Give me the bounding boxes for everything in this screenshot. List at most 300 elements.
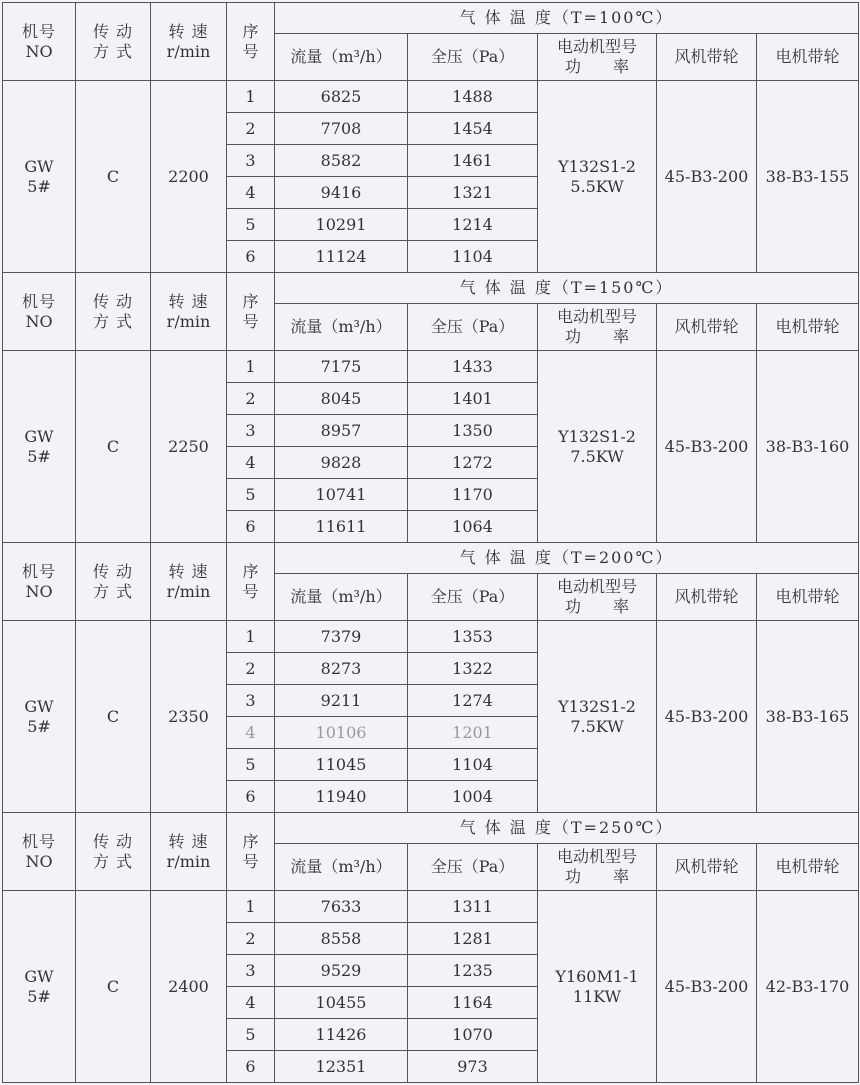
flow-cell: [275, 351, 408, 383]
seq-cell: [227, 781, 275, 813]
header-machine-no: [3, 3, 76, 81]
header-drive: [76, 543, 151, 621]
header-label: 风机带轮: [674, 317, 739, 336]
header-label: 功 率: [564, 867, 629, 886]
pressure-value: 1070: [452, 1024, 493, 1044]
flow-cell: [275, 511, 408, 543]
seq-cell: [227, 653, 275, 685]
motor-cell: [538, 81, 657, 273]
seq-value: 1: [245, 356, 256, 376]
header-motor: [538, 574, 657, 621]
pressure-value: 1201: [452, 722, 493, 742]
flow-cell: [275, 1019, 408, 1051]
seq-value: 3: [245, 960, 256, 980]
header-label: r/min: [166, 851, 211, 871]
header-speed: [151, 543, 227, 621]
header-label: 电机带轮: [775, 317, 840, 336]
flow-cell: [275, 987, 408, 1019]
header-label: 转 速: [168, 831, 209, 851]
motor-cell: [538, 621, 657, 813]
header-pressure: [408, 574, 538, 621]
motor-pulley-cell: [757, 621, 859, 813]
header-label: 风机带轮: [674, 47, 739, 66]
pressure-value: 973: [457, 1056, 488, 1076]
pressure-cell: [408, 241, 538, 273]
header-fan-pulley: [657, 574, 757, 621]
seq-cell: [227, 717, 275, 749]
temperature-header: [275, 813, 859, 844]
machine-no-cell: [3, 621, 76, 813]
flow-cell: [275, 891, 408, 923]
drive-type: C: [106, 166, 120, 186]
seq-cell: [227, 685, 275, 717]
header-pressure: [408, 34, 538, 81]
header-flow: [275, 34, 408, 81]
header-fan-pulley: [657, 34, 757, 81]
machine-no: GW: [24, 696, 54, 716]
header-row: [3, 543, 859, 574]
drive-type: C: [106, 706, 120, 726]
flow-cell: [275, 955, 408, 987]
pressure-value: 1321: [452, 182, 493, 202]
machine-no-cell: [3, 81, 76, 273]
flow-value: 11611: [315, 516, 367, 536]
flow-value: 9211: [320, 690, 362, 710]
flow-value: 9529: [320, 960, 362, 980]
pressure-value: 1433: [452, 356, 493, 376]
header-row: [3, 3, 859, 34]
fan-pulley-value: 45-B3-200: [664, 436, 749, 456]
seq-value: 3: [245, 690, 256, 710]
header-label: NO: [25, 41, 53, 61]
pressure-cell: [408, 209, 538, 241]
seq-value: 3: [245, 420, 256, 440]
pressure-cell: [408, 145, 538, 177]
header-label: 序: [242, 831, 259, 851]
flow-cell: [275, 479, 408, 511]
flow-value: 9828: [320, 452, 362, 472]
flow-cell: [275, 415, 408, 447]
header-machine-no: [3, 813, 76, 891]
motor-model: Y132S1-2: [558, 156, 636, 176]
motor-pulley-cell: [757, 81, 859, 273]
header-seq: [227, 813, 275, 891]
pressure-cell: [408, 749, 538, 781]
pressure-cell: [408, 447, 538, 479]
pressure-value: 1311: [452, 896, 493, 916]
header-label: 传 动: [92, 831, 134, 851]
flow-value: 6825: [320, 86, 362, 106]
flow-value: 8957: [320, 420, 362, 440]
seq-cell: [227, 479, 275, 511]
motor-power: 7.5KW: [570, 716, 624, 736]
seq-cell: [227, 923, 275, 955]
pressure-cell: [408, 1019, 538, 1051]
pressure-value: 1272: [452, 452, 493, 472]
pressure-cell: [408, 923, 538, 955]
drive-cell: [76, 81, 151, 273]
header-drive: [76, 813, 151, 891]
drive-cell: [76, 351, 151, 543]
flow-value: 7708: [320, 118, 362, 138]
header-flow: [275, 574, 408, 621]
seq-value: 4: [245, 992, 256, 1012]
header-label: 流量（m³/h）: [290, 857, 392, 876]
header-label: 方 式: [92, 41, 134, 61]
seq-cell: [227, 955, 275, 987]
pressure-value: 1104: [452, 754, 493, 774]
drive-type: C: [106, 436, 120, 456]
pressure-cell: [408, 351, 538, 383]
seq-cell: [227, 511, 275, 543]
pressure-cell: [408, 113, 538, 145]
seq-cell: [227, 81, 275, 113]
motor-pulley-value: 38-B3-160: [765, 436, 850, 456]
temperature-label: 气 体 温 度（T=200℃）: [459, 548, 674, 567]
pressure-cell: [408, 177, 538, 209]
temperature-label: 气 体 温 度（T=250℃）: [459, 818, 674, 837]
temperature-header: [275, 3, 859, 34]
speed-cell: [151, 351, 227, 543]
flow-cell: [275, 241, 408, 273]
header-label: 机号: [21, 561, 56, 581]
pressure-cell: [408, 621, 538, 653]
flow-value: 10291: [315, 214, 367, 234]
flow-value: 8582: [320, 150, 362, 170]
header-motor: [538, 844, 657, 891]
speed-cell: [151, 621, 227, 813]
header-label: 风机带轮: [674, 587, 739, 606]
header-label: 电机带轮: [775, 587, 840, 606]
header-motor-pulley: [757, 844, 859, 891]
header-label: r/min: [166, 41, 211, 61]
flow-cell: [275, 209, 408, 241]
header-label: 流量（m³/h）: [290, 317, 392, 336]
flow-cell: [275, 113, 408, 145]
header-label: 风机带轮: [674, 857, 739, 876]
drive-cell: [76, 621, 151, 813]
seq-value: 2: [245, 928, 256, 948]
header-pressure: [408, 844, 538, 891]
header-label: 机号: [21, 831, 56, 851]
pressure-value: 1170: [452, 484, 493, 504]
motor-model: Y160M1-1: [555, 966, 639, 986]
pressure-cell: [408, 955, 538, 987]
seq-cell: [227, 447, 275, 479]
temperature-label: 气 体 温 度（T=150℃）: [459, 278, 674, 297]
pressure-value: 1461: [452, 150, 493, 170]
header-label: 号: [242, 41, 259, 61]
fan-pulley-cell: [657, 81, 757, 273]
header-seq: [227, 273, 275, 351]
header-label: r/min: [166, 581, 211, 601]
pressure-value: 1281: [452, 928, 493, 948]
header-label: 全压（Pa）: [430, 47, 515, 66]
header-label: r/min: [166, 311, 211, 331]
header-label: 功 率: [564, 327, 629, 346]
header-label: 电动机型号: [556, 847, 637, 866]
motor-pulley-cell: [757, 891, 859, 1083]
seq-value: 6: [245, 516, 256, 536]
seq-cell: [227, 177, 275, 209]
speed-value: 2350: [168, 706, 209, 726]
header-seq: [227, 3, 275, 81]
temperature-header: [275, 273, 859, 304]
temperature-label: 气 体 温 度（T=100℃）: [459, 8, 674, 27]
flow-cell: [275, 923, 408, 955]
flow-value: 10106: [315, 722, 367, 742]
pressure-cell: [408, 891, 538, 923]
header-label: 序: [242, 21, 259, 41]
header-label: 全压（Pa）: [430, 317, 515, 336]
motor-model: Y132S1-2: [558, 426, 636, 446]
fan-pulley-cell: [657, 621, 757, 813]
flow-value: 8558: [320, 928, 362, 948]
header-motor-pulley: [757, 304, 859, 351]
motor-pulley-value: 38-B3-165: [765, 706, 850, 726]
flow-value: 7379: [320, 626, 362, 646]
speed-cell: [151, 891, 227, 1083]
seq-value: 4: [245, 722, 256, 742]
flow-value: 12351: [315, 1056, 367, 1076]
seq-value: 2: [245, 118, 256, 138]
table-row: [3, 891, 859, 923]
pressure-value: 1214: [452, 214, 493, 234]
pressure-value: 1064: [452, 516, 493, 536]
fan-pulley-value: 45-B3-200: [664, 706, 749, 726]
seq-cell: [227, 415, 275, 447]
flow-cell: [275, 653, 408, 685]
header-label: NO: [25, 311, 53, 331]
header-label: 传 动: [92, 291, 134, 311]
header-label: NO: [25, 851, 53, 871]
header-drive: [76, 3, 151, 81]
pressure-cell: [408, 685, 538, 717]
flow-cell: [275, 749, 408, 781]
flow-cell: [275, 81, 408, 113]
header-flow: [275, 844, 408, 891]
pressure-cell: [408, 653, 538, 685]
flow-value: 11124: [315, 246, 367, 266]
seq-cell: [227, 749, 275, 781]
header-label: 转 速: [168, 291, 209, 311]
seq-value: 2: [245, 388, 256, 408]
seq-value: 4: [245, 182, 256, 202]
header-label: 传 动: [92, 21, 134, 41]
flow-cell: [275, 621, 408, 653]
header-label: 转 速: [168, 561, 209, 581]
seq-value: 1: [245, 896, 256, 916]
header-label: 流量（m³/h）: [290, 47, 392, 66]
header-motor: [538, 304, 657, 351]
table-row: [3, 621, 859, 653]
motor-power: 11KW: [572, 986, 622, 1006]
header-label: 全压（Pa）: [430, 857, 515, 876]
machine-no-cell: [3, 351, 76, 543]
header-speed: [151, 813, 227, 891]
machine-no: 5#: [27, 716, 51, 736]
seq-value: 1: [245, 626, 256, 646]
header-motor-pulley: [757, 574, 859, 621]
header-label: 机号: [21, 21, 56, 41]
seq-value: 6: [245, 1056, 256, 1076]
fan-pulley-value: 45-B3-200: [664, 976, 749, 996]
header-label: 序: [242, 561, 259, 581]
seq-cell: [227, 383, 275, 415]
pressure-value: 1353: [452, 626, 493, 646]
seq-cell: [227, 621, 275, 653]
machine-no: GW: [24, 156, 54, 176]
flow-value: 9416: [320, 182, 362, 202]
machine-no: 5#: [27, 176, 51, 196]
header-label: 序: [242, 291, 259, 311]
flow-cell: [275, 685, 408, 717]
seq-cell: [227, 351, 275, 383]
pressure-value: 1454: [452, 118, 493, 138]
pressure-value: 1350: [452, 420, 493, 440]
header-label: 流量（m³/h）: [290, 587, 392, 606]
table-body: [3, 3, 859, 1083]
header-label: 电动机型号: [556, 577, 637, 596]
motor-pulley-value: 38-B3-155: [765, 166, 850, 186]
header-row: [3, 813, 859, 844]
pressure-cell: [408, 81, 538, 113]
header-motor: [538, 34, 657, 81]
pressure-cell: [408, 987, 538, 1019]
header-label: 方 式: [92, 851, 134, 871]
pressure-cell: [408, 1051, 538, 1083]
pressure-value: 1274: [452, 690, 493, 710]
pressure-cell: [408, 415, 538, 447]
seq-value: 5: [245, 484, 256, 504]
flow-value: 8273: [320, 658, 362, 678]
header-label: 功 率: [564, 597, 629, 616]
flow-value: 11045: [315, 754, 367, 774]
seq-value: 2: [245, 658, 256, 678]
flow-value: 10741: [315, 484, 367, 504]
motor-power: 7.5KW: [570, 446, 624, 466]
seq-value: 3: [245, 150, 256, 170]
flow-cell: [275, 145, 408, 177]
flow-cell: [275, 781, 408, 813]
fan-spec-table: [2, 2, 859, 1083]
machine-no: 5#: [27, 446, 51, 466]
fan-pulley-cell: [657, 351, 757, 543]
seq-value: 5: [245, 214, 256, 234]
seq-value: 6: [245, 786, 256, 806]
header-label: 号: [242, 851, 259, 871]
header-label: 号: [242, 581, 259, 601]
seq-cell: [227, 1051, 275, 1083]
header-label: NO: [25, 581, 53, 601]
motor-pulley-cell: [757, 351, 859, 543]
seq-value: 5: [245, 1024, 256, 1044]
header-label: 电机带轮: [775, 857, 840, 876]
header-motor-pulley: [757, 34, 859, 81]
motor-model: Y132S1-2: [558, 696, 636, 716]
header-label: 号: [242, 311, 259, 331]
drive-cell: [76, 891, 151, 1083]
pressure-value: 1104: [452, 246, 493, 266]
pressure-value: 1488: [452, 86, 493, 106]
header-machine-no: [3, 543, 76, 621]
header-label: 功 率: [564, 57, 629, 76]
seq-cell: [227, 987, 275, 1019]
flow-value: 7175: [320, 356, 362, 376]
machine-no: GW: [24, 426, 54, 446]
flow-value: 7633: [320, 896, 362, 916]
header-label: 方 式: [92, 581, 134, 601]
seq-cell: [227, 1019, 275, 1051]
seq-cell: [227, 209, 275, 241]
header-seq: [227, 543, 275, 621]
seq-value: 4: [245, 452, 256, 472]
seq-cell: [227, 891, 275, 923]
fan-pulley-cell: [657, 891, 757, 1083]
header-label: 机号: [21, 291, 56, 311]
header-drive: [76, 273, 151, 351]
temperature-header: [275, 543, 859, 574]
header-label: 电动机型号: [556, 37, 637, 56]
pressure-value: 1004: [452, 786, 493, 806]
header-label: 转 速: [168, 21, 209, 41]
motor-power: 5.5KW: [570, 176, 624, 196]
seq-value: 6: [245, 246, 256, 266]
seq-value: 1: [245, 86, 256, 106]
flow-value: 11940: [315, 786, 367, 806]
seq-cell: [227, 113, 275, 145]
header-label: 方 式: [92, 311, 134, 331]
flow-value: 8045: [320, 388, 362, 408]
header-row: [3, 273, 859, 304]
speed-value: 2250: [168, 436, 209, 456]
header-speed: [151, 273, 227, 351]
pressure-value: 1322: [452, 658, 493, 678]
table-row: [3, 81, 859, 113]
header-label: 电机带轮: [775, 47, 840, 66]
header-pressure: [408, 304, 538, 351]
machine-no: 5#: [27, 986, 51, 1006]
pressure-cell: [408, 383, 538, 415]
flow-cell: [275, 717, 408, 749]
fan-pulley-value: 45-B3-200: [664, 166, 749, 186]
flow-cell: [275, 447, 408, 479]
machine-no-cell: [3, 891, 76, 1083]
seq-cell: [227, 145, 275, 177]
pressure-cell: [408, 479, 538, 511]
drive-type: C: [106, 976, 120, 996]
machine-no: GW: [24, 966, 54, 986]
speed-value: 2400: [168, 976, 209, 996]
motor-pulley-value: 42-B3-170: [765, 976, 850, 996]
header-speed: [151, 3, 227, 81]
flow-cell: [275, 1051, 408, 1083]
pressure-cell: [408, 511, 538, 543]
speed-value: 2200: [168, 166, 209, 186]
header-label: 全压（Pa）: [430, 587, 515, 606]
header-machine-no: [3, 273, 76, 351]
header-label: 传 动: [92, 561, 134, 581]
pressure-value: 1401: [452, 388, 493, 408]
seq-value: 5: [245, 754, 256, 774]
motor-cell: [538, 351, 657, 543]
speed-cell: [151, 81, 227, 273]
flow-cell: [275, 383, 408, 415]
pressure-value: 1164: [452, 992, 493, 1012]
flow-value: 10455: [315, 992, 367, 1012]
pressure-cell: [408, 717, 538, 749]
header-fan-pulley: [657, 304, 757, 351]
